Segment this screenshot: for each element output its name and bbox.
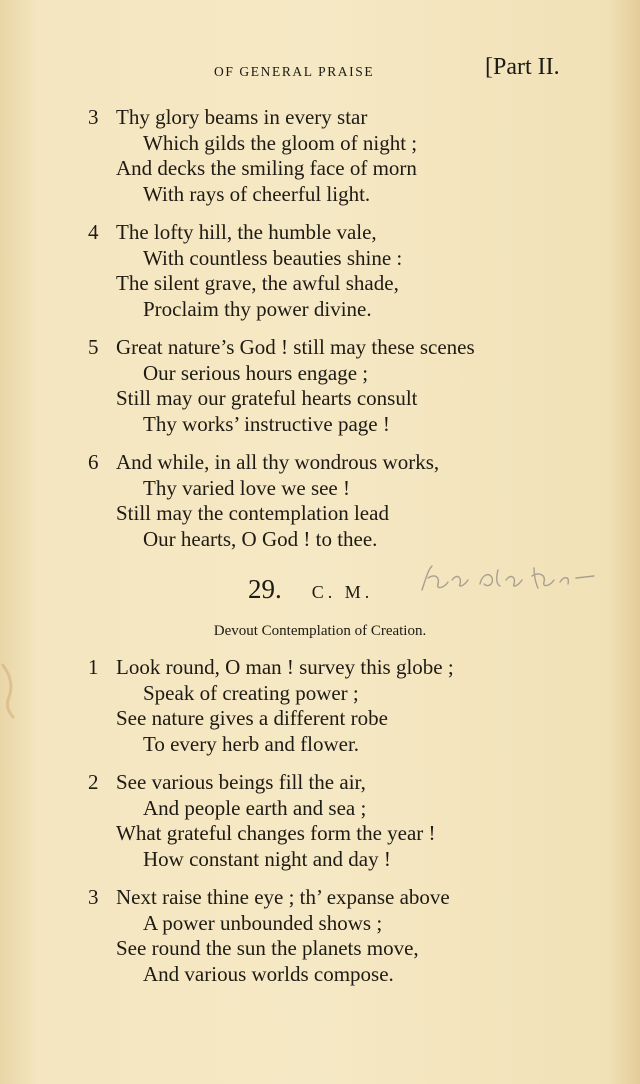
verse-line: And decks the smiling face of morn	[116, 156, 417, 180]
verse-3-bottom	[88, 885, 588, 987]
verse-line: And while, in all thy wondrous works,	[116, 450, 440, 474]
verse-5	[88, 335, 588, 437]
verse-line: The silent grave, the awful shade,	[116, 271, 399, 295]
verse-line: Look round, O man ! survey this globe ;	[116, 655, 454, 679]
verse-line: Our serious hours engage ;	[143, 360, 369, 385]
part-label: [Part II.	[485, 54, 560, 80]
hymn-heading	[248, 574, 373, 605]
verse-number: 1	[88, 655, 99, 679]
verse-line: See round the sun the planets move,	[116, 936, 419, 960]
verse-line: Which gilds the gloom of night ;	[143, 130, 418, 155]
verse-line: The lofty hill, the humble vale,	[116, 220, 377, 244]
hymn-subtitle: Devout Contemplation of Creation.	[213, 623, 427, 639]
verse-4	[88, 220, 588, 322]
verse-line: Thy varied love we see !	[143, 475, 350, 500]
hymn-number: 29.	[248, 574, 282, 604]
verse-line: Thy works’ instructive page !	[143, 411, 390, 436]
verse-line: See nature gives a different robe	[116, 706, 388, 730]
verse-line: With rays of cheerful light.	[143, 181, 371, 206]
verse-number: 5	[88, 335, 99, 359]
verse-line: A power unbounded shows ;	[143, 910, 383, 935]
verse-number: 4	[88, 220, 99, 244]
verse-line: Great nature’s God ! still may these scenes	[116, 335, 475, 359]
pencil-annotation-icon	[418, 560, 608, 596]
verse-line: Thy glory beams in every star	[116, 105, 368, 129]
verse-line: Next raise thine eye ; th’ expanse above	[116, 885, 450, 909]
verse-line: With countless beauties shine :	[143, 245, 403, 270]
verse-number: 3	[88, 105, 99, 129]
verse-line: Proclaim thy power divine.	[143, 296, 372, 321]
page-header	[0, 54, 640, 90]
verse-line: Speak of creating power ;	[143, 680, 359, 705]
verse-line: And people earth and sea ;	[143, 795, 367, 820]
verse-line: See various beings fill the air,	[116, 770, 366, 794]
verse-2	[88, 770, 588, 872]
verse-6	[88, 450, 588, 552]
verse-line: Still may our grateful hearts consult	[116, 386, 418, 410]
verse-line: Our hearts, O God ! to thee.	[143, 526, 378, 551]
verse-1	[88, 655, 588, 757]
running-head: OF GENERAL PRAISE	[214, 64, 375, 79]
hymn-meter: C. M.	[311, 582, 374, 602]
paper-stain-icon	[0, 660, 24, 720]
verse-number: 2	[88, 770, 99, 794]
verse-3-top	[88, 105, 588, 207]
verse-line: How constant night and day !	[143, 846, 391, 871]
verse-line: To every herb and flower.	[143, 731, 360, 756]
verse-line: Still may the contemplation lead	[116, 501, 389, 525]
verse-line: What grateful changes form the year !	[116, 821, 436, 845]
verse-line: And various worlds compose.	[143, 961, 394, 986]
verse-number: 3	[88, 885, 99, 909]
verse-number: 6	[88, 450, 99, 474]
